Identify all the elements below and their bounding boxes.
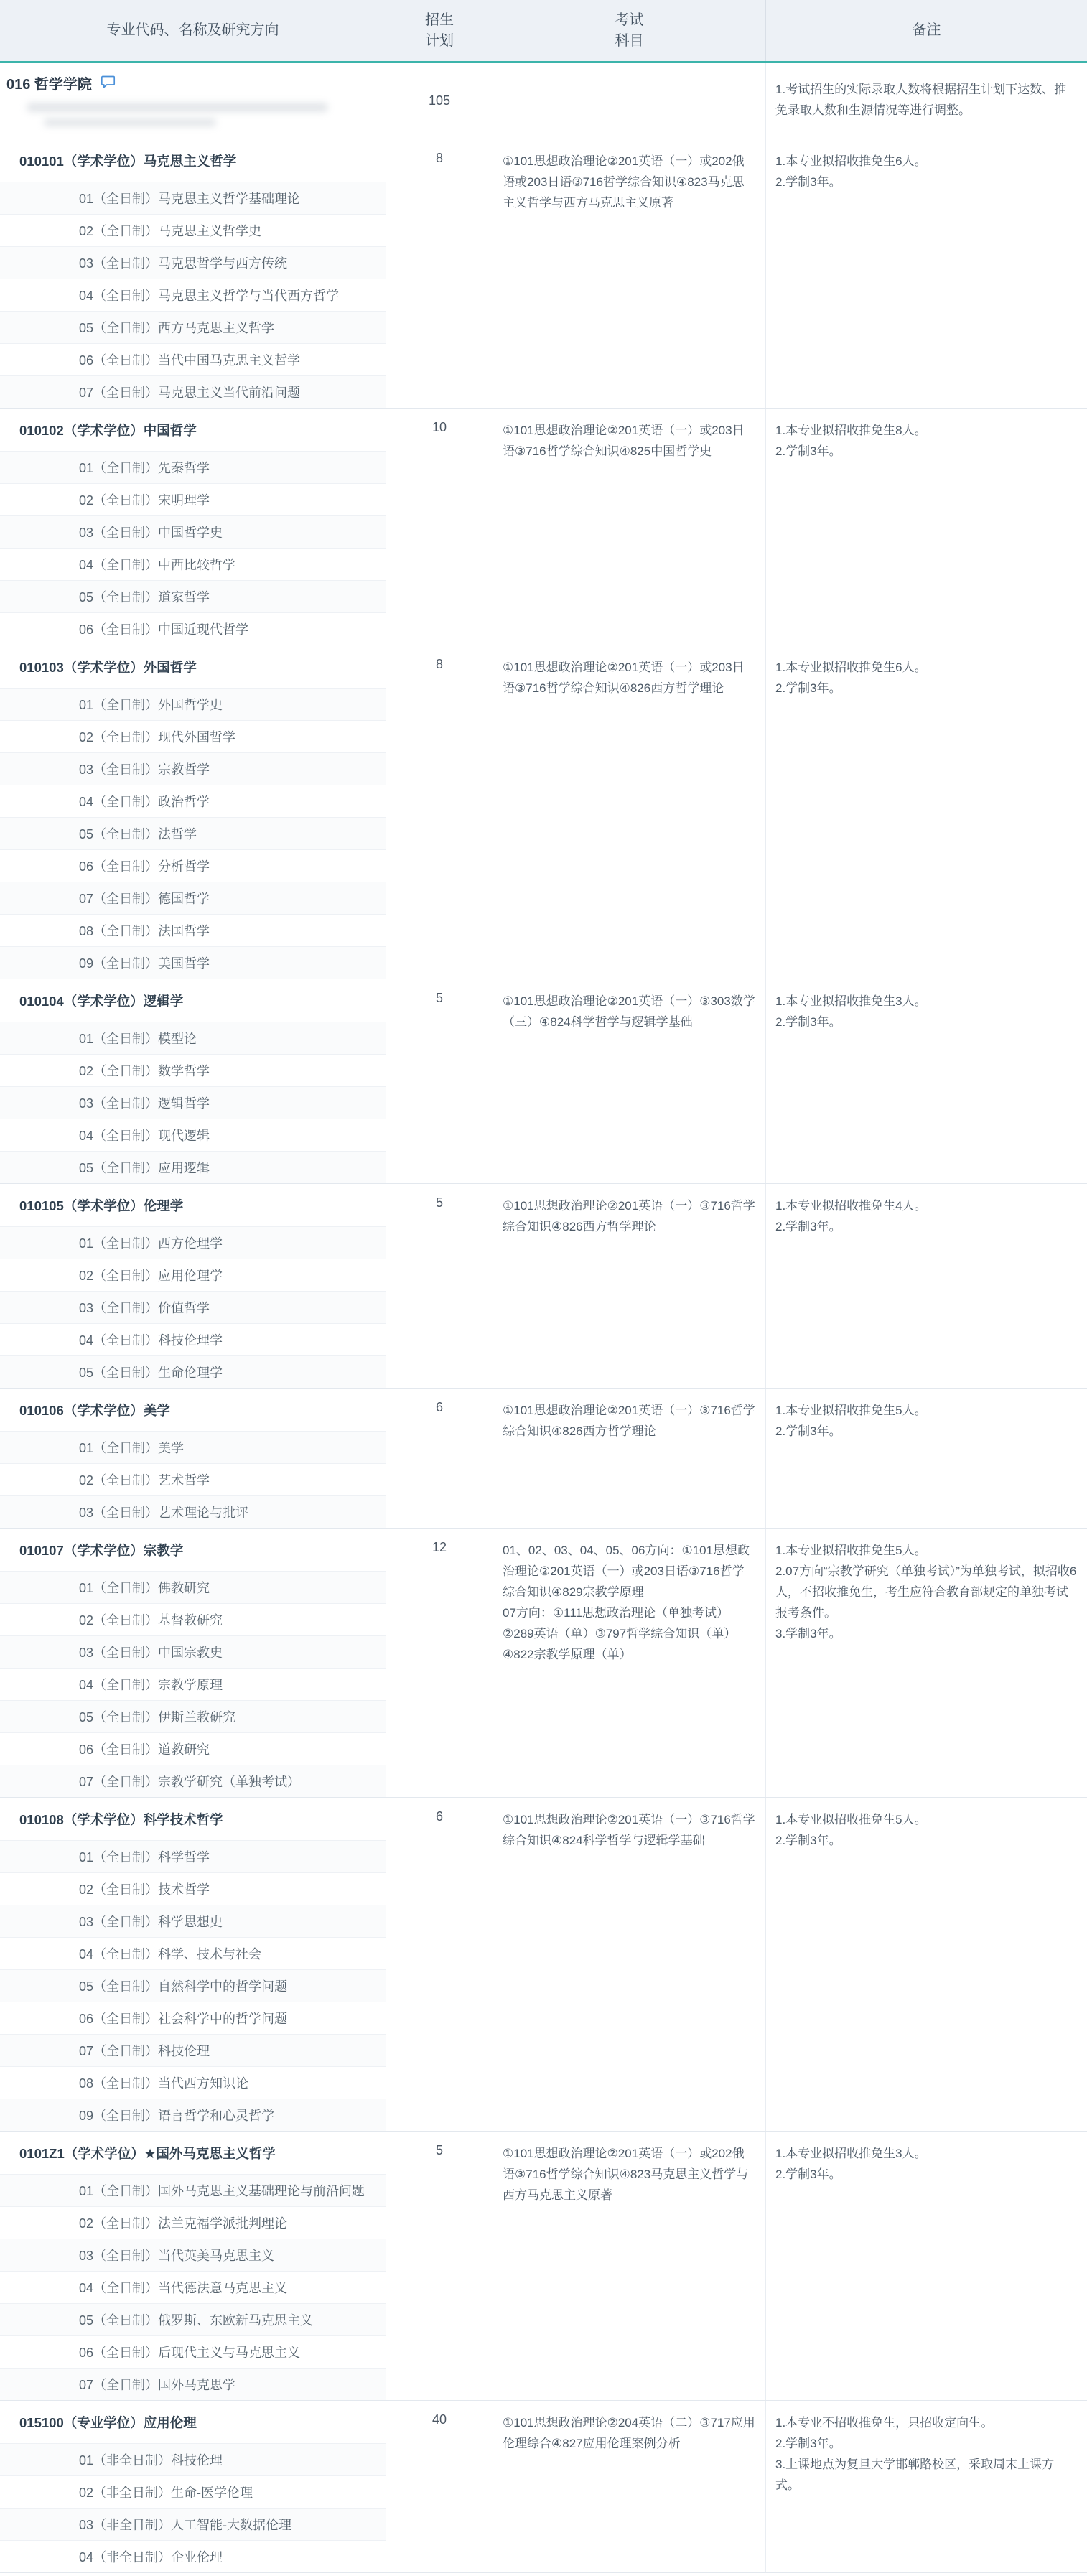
direction-row: 02（全日制）技术哲学 xyxy=(0,1873,386,1905)
major-directions-cell xyxy=(0,645,386,979)
direction-row: 04（全日制）政治哲学 xyxy=(0,785,386,818)
direction-row: 02（全日制）艺术哲学 xyxy=(0,1464,386,1496)
direction-row: 07（全日制）德国哲学 xyxy=(0,882,386,915)
major-section xyxy=(0,979,1087,1184)
remark-cell xyxy=(765,1798,1087,2131)
major-section xyxy=(0,139,1087,409)
direction-row: 05（全日制）应用逻辑 xyxy=(0,1152,386,1183)
direction-row: 06（全日制）当代中国马克思主义哲学 xyxy=(0,344,386,376)
exam-paragraph: ①101思想政治理论②201英语（一）或202俄语③716哲学综合知识④823马克思主义哲学与西方马克思主义原著 xyxy=(503,2147,749,2202)
direction-row: 01（全日制）外国哲学史 xyxy=(0,689,386,721)
exam-paragraph: ①101思想政治理论②201英语（一）③716哲学综合知识④824科学哲学与逻辑学基础 xyxy=(503,1813,755,1847)
direction-row: 09（全日制）美国哲学 xyxy=(0,947,386,979)
remark-line: 1.本专业拟招收推免生4人。 xyxy=(775,1199,927,1213)
remark-line: 1.本专业拟招收推免生5人。 xyxy=(775,1813,927,1826)
direction-row: 01（全日制）科学哲学 xyxy=(0,1841,386,1873)
remark-line: 1.本专业拟招收推免生8人。 xyxy=(775,424,927,437)
direction-row: 02（全日制）法兰克福学派批判理论 xyxy=(0,2207,386,2239)
direction-row: 02（全日制）宋明理学 xyxy=(0,484,386,516)
exam-cell xyxy=(493,409,765,645)
remark-cell xyxy=(765,2401,1087,2572)
remark-line: 1.本专业拟招收推免生5人。 xyxy=(775,1404,927,1417)
direction-row: 02（全日制）基督教研究 xyxy=(0,1604,386,1636)
remark-cell xyxy=(765,979,1087,1183)
exam-paragraph: 01、02、03、04、05、06方向：①101思想政治理论②201英语（一）或203日语③716哲学综合知识④829宗教学原理 xyxy=(503,1544,750,1599)
school-row xyxy=(0,63,1087,139)
plan-cell: 8 xyxy=(386,139,493,408)
column-header-major xyxy=(0,0,386,61)
exam-paragraph: ①101思想政治理论②201英语（一）③716哲学综合知识④826西方哲学理论 xyxy=(503,1404,755,1438)
school-title: 016 哲学学院 xyxy=(6,77,92,93)
plan-cell: 5 xyxy=(386,979,493,1183)
direction-row: 03（全日制）价值哲学 xyxy=(0,1292,386,1324)
remark-line: 2.学制3年。 xyxy=(775,1220,841,1233)
direction-row: 04（全日制）中西比较哲学 xyxy=(0,549,386,581)
direction-row: 06（全日制）后现代主义与马克思主义 xyxy=(0,2336,386,2369)
major-title: 0101Z1（学术学位）★国外马克思主义哲学 xyxy=(0,2132,386,2175)
direction-row: 01（非全日制）科技伦理 xyxy=(0,2444,386,2476)
direction-row: 04（全日制）马克思主义哲学与当代西方哲学 xyxy=(0,279,386,312)
major-title: 010103（学术学位）外国哲学 xyxy=(0,645,386,689)
direction-row: 04（全日制）宗教学原理 xyxy=(0,1669,386,1701)
direction-row: 07（全日制）马克思主义当代前沿问题 xyxy=(0,376,386,408)
direction-row: 05（全日制）道家哲学 xyxy=(0,581,386,613)
exam-paragraph: ①101思想政治理论②201英语（一）或203日语③716哲学综合知识④826西方哲学理论 xyxy=(503,661,745,695)
remark-cell xyxy=(765,409,1087,645)
remark-line: 2.学制3年。 xyxy=(775,1015,841,1029)
remark-line: 1.考试招生的实际录取人数将根据招生计划下达数、推免录取人数和生源情况等进行调整。 xyxy=(775,83,1067,117)
direction-row: 01（全日制）先秦哲学 xyxy=(0,452,386,484)
remark-line: 3.学制3年。 xyxy=(775,1627,841,1641)
direction-row: 07（全日制）宗教学研究（单独考试） xyxy=(0,1765,386,1797)
exam-cell xyxy=(493,1389,765,1528)
major-title: 010104（学术学位）逻辑学 xyxy=(0,979,386,1022)
direction-row: 02（全日制）应用伦理学 xyxy=(0,1259,386,1292)
remark-line: 2.学制3年。 xyxy=(775,444,841,458)
major-title: 010101（学术学位）马克思主义哲学 xyxy=(0,139,386,182)
exam-paragraph: ①101思想政治理论②201英语（一）或202俄语或203日语③716哲学综合知识④823马克思主义哲学与西方马克思主义原著 xyxy=(503,154,745,210)
remark-cell xyxy=(765,1184,1087,1388)
direction-row: 02（非全日制）生命-医学伦理 xyxy=(0,2476,386,2509)
direction-row: 03（非全日制）人工智能-大数据伦理 xyxy=(0,2509,386,2541)
direction-row: 01（全日制）西方伦理学 xyxy=(0,1227,386,1259)
direction-row: 03（全日制）中国宗教史 xyxy=(0,1636,386,1669)
major-directions-cell xyxy=(0,1389,386,1528)
exam-cell xyxy=(493,2132,765,2400)
major-section xyxy=(0,1184,1087,1389)
remark-line: 1.本专业不招收推免生，只招收定向生。 xyxy=(775,2416,994,2430)
direction-row: 05（全日制）法哲学 xyxy=(0,818,386,850)
direction-row: 03（全日制）当代英美马克思主义 xyxy=(0,2239,386,2272)
direction-row: 05（全日制）伊斯兰教研究 xyxy=(0,1701,386,1733)
remark-line: 2.学制3年。 xyxy=(775,175,841,189)
direction-row: 06（全日制）中国近现代哲学 xyxy=(79,622,249,637)
direction-row: 01（全日制）国外马克思主义基础理论与前沿问题 xyxy=(0,2175,386,2207)
major-section xyxy=(0,409,1087,645)
direction-row: 05（全日制）生命伦理学 xyxy=(0,1356,386,1388)
exam-cell xyxy=(493,139,765,408)
direction-row: 03（全日制）逻辑哲学 xyxy=(0,1087,386,1119)
exam-cell xyxy=(493,1184,765,1388)
exam-cell xyxy=(493,645,765,979)
major-directions-cell xyxy=(0,409,386,645)
major-section xyxy=(0,2401,1087,2573)
direction-row: 03（全日制）科学思想史 xyxy=(0,1905,386,1938)
exam-paragraph: 07方向：①111思想政治理论（单独考试）②289英语（单）③797哲学综合知识（单）④822宗教学原理（单） xyxy=(503,1606,737,1661)
plan-cell: 12 xyxy=(386,1529,493,1797)
remark-cell xyxy=(765,139,1087,408)
remark-line: 1.本专业拟招收推免生5人。 xyxy=(775,1544,927,1557)
direction-row: 08（全日制）当代西方知识论 xyxy=(0,2067,386,2099)
direction-row: 07（全日制）科技伦理 xyxy=(0,2035,386,2067)
direction-row: 03（全日制）艺术理论与批评 xyxy=(0,1496,386,1528)
exam-paragraph: ①101思想政治理论②201英语（一）③716哲学综合知识④826西方哲学理论 xyxy=(503,1199,755,1233)
blurred-watermark xyxy=(44,118,216,126)
major-title: 010108（学术学位）科学技术哲学 xyxy=(0,1798,386,1841)
remark-line: 2.学制3年。 xyxy=(775,681,841,695)
school-plan-cell: 105 xyxy=(386,63,493,139)
plan-cell: 6 xyxy=(386,1798,493,2131)
exam-cell xyxy=(493,979,765,1183)
remark-line: 1.本专业拟招收推免生3人。 xyxy=(775,994,927,1008)
direction-row: 02（全日制）数学哲学 xyxy=(0,1055,386,1087)
direction-row: 03（全日制）宗教哲学 xyxy=(0,753,386,785)
major-sections xyxy=(0,139,1087,2573)
major-directions-cell xyxy=(0,2132,386,2400)
remark-cell xyxy=(765,645,1087,979)
major-title: 015100（专业学位）应用伦理 xyxy=(0,2401,386,2444)
exam-cell xyxy=(493,1798,765,2131)
remark-line: 3.上课地点为复旦大学邯郸路校区，采取周末上课方式。 xyxy=(775,2458,1055,2492)
major-directions-cell xyxy=(0,1184,386,1388)
direction-row: 01（全日制）佛教研究 xyxy=(0,1572,386,1604)
direction-row: 03（全日制）中国哲学史 xyxy=(0,516,386,549)
major-directions-cell xyxy=(0,2401,386,2572)
exam-paragraph: ①101思想政治理论②201英语（一）③303数学（三）④824科学哲学与逻辑学基础 xyxy=(503,994,755,1029)
exam-cell xyxy=(493,1529,765,1797)
direction-row: 03（全日制）马克思哲学与西方传统 xyxy=(0,247,386,279)
direction-row: 06（全日制）道教研究 xyxy=(0,1733,386,1765)
exam-paragraph: ①101思想政治理论②204英语（二）③717应用伦理综合④827应用伦理案例分析 xyxy=(503,2416,755,2450)
blurred-watermark xyxy=(27,103,328,112)
major-section xyxy=(0,1798,1087,2132)
major-section xyxy=(0,1389,1087,1529)
comment-icon[interactable] xyxy=(101,75,116,93)
direction-row: 05（全日制）西方马克思主义哲学 xyxy=(0,312,386,344)
exam-paragraph: ①101思想政治理论②201英语（一）或203日语③716哲学综合知识④825中国哲学史 xyxy=(503,424,745,458)
direction-row: 04（非全日制）企业伦理 xyxy=(79,2550,223,2565)
remark-line: 2.学制3年。 xyxy=(775,1834,841,1847)
direction-row: 02（全日制）马克思主义哲学史 xyxy=(0,215,386,247)
direction-row: 08（全日制）法国哲学 xyxy=(0,915,386,947)
direction-row: 06（全日制）分析哲学 xyxy=(0,850,386,882)
column-header-plan: 招生 计划 xyxy=(386,0,493,61)
column-header-major-label: 专业代码、名称及研究方向 xyxy=(106,22,279,38)
remark-line: 2.学制3年。 xyxy=(775,1424,841,1438)
remark-cell xyxy=(765,2132,1087,2400)
remark-line: 2.学制3年。 xyxy=(775,2167,841,2181)
direction-row: 04（全日制）科技伦理学 xyxy=(0,1324,386,1356)
plan-cell: 40 xyxy=(386,2401,493,2572)
remark-cell xyxy=(765,1389,1087,1528)
direction-row: 04（全日制）现代逻辑 xyxy=(0,1119,386,1152)
direction-row: 01（全日制）马克思主义哲学基础理论 xyxy=(0,182,386,215)
direction-row: 05（全日制）自然科学中的哲学问题 xyxy=(0,1970,386,2002)
school-remark-cell xyxy=(765,63,1087,139)
major-directions-cell xyxy=(0,1798,386,2131)
major-directions-cell xyxy=(0,1529,386,1797)
direction-row: 04（全日制）科学、技术与社会 xyxy=(0,1938,386,1970)
direction-row: 09（全日制）语言哲学和心灵哲学 xyxy=(0,2099,386,2131)
plan-cell: 8 xyxy=(386,645,493,979)
major-section xyxy=(0,2132,1087,2401)
major-section xyxy=(0,1529,1087,1798)
major-title: 010107（学术学位）宗教学 xyxy=(0,1529,386,1572)
major-directions-cell xyxy=(0,979,386,1183)
remark-cell xyxy=(765,1529,1087,1797)
major-directions-cell xyxy=(0,139,386,408)
plan-cell: 5 xyxy=(386,2132,493,2400)
major-title: 010102（学术学位）中国哲学 xyxy=(0,409,386,452)
direction-row: 07（全日制）国外马克思学 xyxy=(0,2369,386,2400)
major-title: 010106（学术学位）美学 xyxy=(0,1389,386,1432)
direction-row: 02（全日制）现代外国哲学 xyxy=(0,721,386,753)
plan-cell: 6 xyxy=(386,1389,493,1528)
column-header-remark: 备注 xyxy=(765,0,1087,61)
column-header-exam: 考试 科目 xyxy=(493,0,765,61)
table-header-row xyxy=(0,0,1087,63)
remark-line: 1.本专业拟招收推免生6人。 xyxy=(775,154,927,168)
major-section xyxy=(0,645,1087,979)
direction-row: 01（全日制）模型论 xyxy=(0,1022,386,1055)
remark-line: 1.本专业拟招收推免生6人。 xyxy=(775,661,927,674)
direction-row: 05（全日制）俄罗斯、东欧新马克思主义 xyxy=(0,2304,386,2336)
school-exam-cell xyxy=(493,63,765,139)
remark-line: 1.本专业拟招收推免生3人。 xyxy=(775,2147,927,2160)
direction-row: 04（全日制）当代德法意马克思主义 xyxy=(0,2272,386,2304)
remark-line: 2.07方向“宗教学研究（单独考试）”为单独考试，拟招收6人，不招收推免生，考生应符合教育部规定的单独考试报考条件。 xyxy=(775,1564,1077,1620)
exam-cell xyxy=(493,2401,765,2572)
school-cell xyxy=(0,63,386,139)
remark-line: 2.学制3年。 xyxy=(775,2437,841,2450)
major-title: 010105（学术学位）伦理学 xyxy=(0,1184,386,1227)
plan-cell: 10 xyxy=(386,409,493,645)
plan-cell: 5 xyxy=(386,1184,493,1388)
direction-row: 06（全日制）社会科学中的哲学问题 xyxy=(0,2002,386,2035)
direction-row: 01（全日制）美学 xyxy=(0,1432,386,1464)
